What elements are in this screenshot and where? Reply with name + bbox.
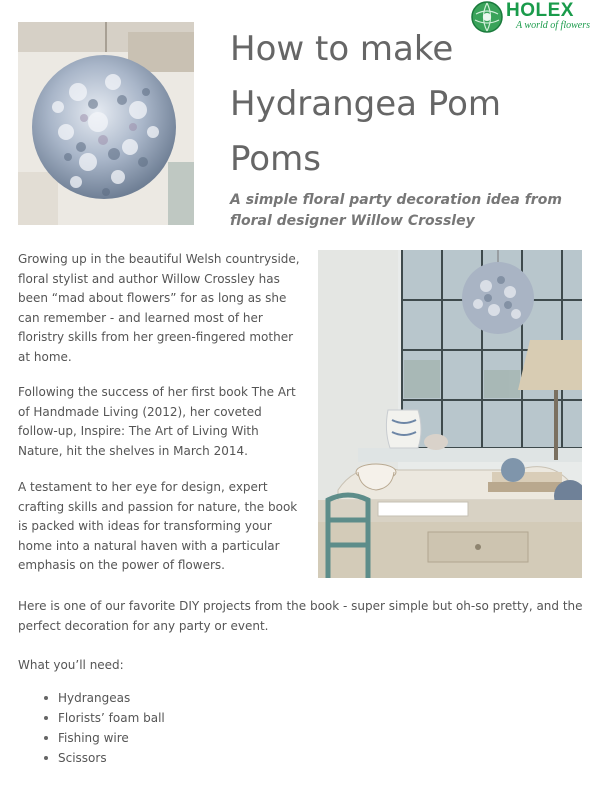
needs-heading: What you’ll need:: [18, 658, 124, 672]
intro-paragraph: Growing up in the beautiful Welsh countryside, floral stylist and author Willow Crossley has been “mad about flowers” for as long as she can remember - and learned most of her floristry skills from her green-fingered mother at home.: [18, 252, 300, 364]
list-item: Hydrangeas: [58, 688, 165, 708]
testament-paragraph: A testament to her eye for design, expert crafting skills and passion for nature, the book is packed with ideas for transforming your home into a natural haven with a particular emphasis on the power of flowers.: [18, 480, 298, 573]
hydrangea-pom-pom-photo: [18, 22, 194, 225]
list-item: Scissors: [58, 748, 165, 768]
book-paragraph: Following the success of her first book The Art of Handmade Living (2012), her coveted follow-up, Inspire: The Art of Living With Nature, hit the shelves in March 2014.: [18, 385, 296, 458]
logo-tagline: A world of flowers: [516, 20, 590, 31]
list-item: Florists’ foam ball: [58, 708, 165, 728]
logo-brand: HOLEX: [506, 0, 574, 21]
page-title: How to make Hydrangea Pom Poms: [230, 29, 501, 179]
materials-list: [18, 688, 165, 768]
list-item: Fishing wire: [58, 728, 165, 748]
desk-window-hydrangea-photo: [318, 250, 582, 578]
diy-paragraph: Here is one of our favorite DIY projects from the book - super simple but oh-so pretty, and the perfect decoration for any party or event.: [18, 599, 583, 633]
page-subtitle: A simple floral party decoration idea from floral designer Willow Crossley: [230, 192, 562, 229]
